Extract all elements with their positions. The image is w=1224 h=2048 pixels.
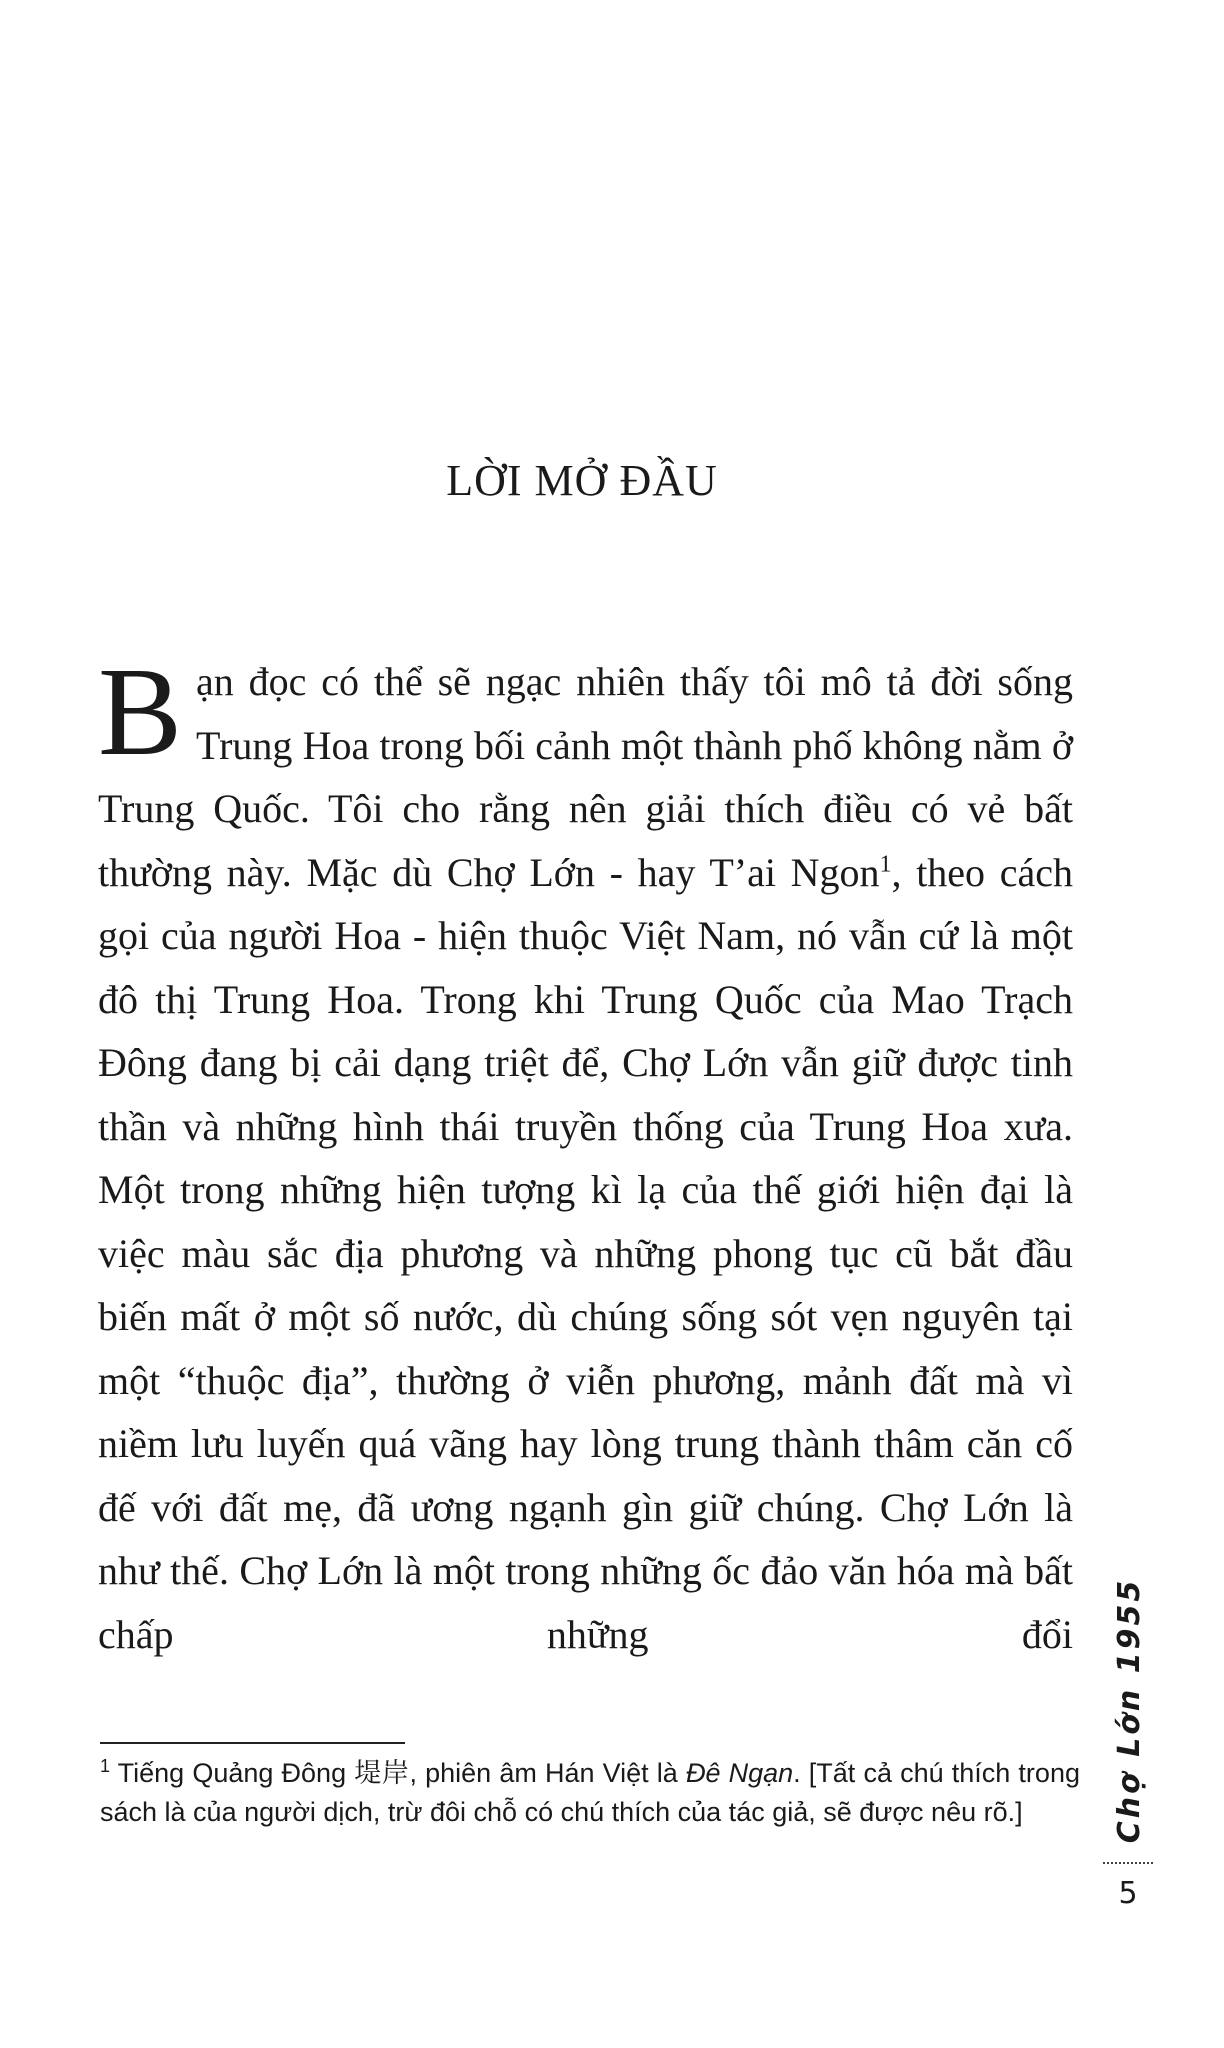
running-head-text: Chợ Lớn 1955 [1112,1577,1148,1843]
footnote-text-part-2: . [Tất cả chú thích trong sách là của người dịch, trừ đôi chỗ có chú thích của tác giả, sẽ được nêu rõ.] [100,1758,1080,1827]
footnote-number: 1 [100,1756,111,1776]
footnote-text-part-1: Tiếng Quảng Đông 堤岸, phiên âm Hán Việt là [110,1758,686,1788]
footnote-divider [100,1742,405,1744]
drop-cap: B [98,643,183,782]
footnote [100,1754,1080,1832]
body-paragraph [98,643,1073,1666]
chapter-title: LỜI MỞ ĐẦU [446,456,718,505]
footnote-reference[interactable]: 1 [879,851,892,878]
body-text-part-2: , theo cách gọi của người Hoa - hiện thuộc Việt Nam, nó vẫn cứ là một đô thị Trung Hoa. Trong khi Trung Quốc của Mao Trạch Đông đang bị cải dạng triệt để, Chợ Lớn vẫn giữ được tinh thần và những hình thái truyền thống của Trung Hoa xưa. Một trong những hiện tượng kì lạ của thế giới hiện đại là việc màu sắc địa phương và những phong tục cũ bắt đầu biến mất ở một số nước, dù chúng sống sót vẹn nguyên tại một “thuộc địa”, thường ở viễn phương, mảnh đất mà vì niềm lưu luyến quá vãng hay lòng trung thành thâm căn cố đế với đất mẹ, đã ương ngạnh gìn giữ chúng. Chợ Lớn là như thế. Chợ Lớn là một trong những ốc đảo văn hóa mà bất chấp những đổi [98,849,1073,1657]
running-head [1100,1577,1160,1843]
page-number-divider [1103,1862,1153,1864]
page-number: 5 [1118,1876,1138,1911]
body-text-part-1: ạn đọc có thể sẽ ngạc nhiên thấy tôi mô tả đời sống Trung Hoa trong bối cảnh một thành phố không nằm ở Trung Quốc. Tôi cho rằng nên giải thích điều có vẻ bất thường này. Mặc dù Chợ Lớn - hay T’ai Ngon [98,659,1073,895]
footnote-italic-term: Đê Ngạn [685,1758,794,1788]
